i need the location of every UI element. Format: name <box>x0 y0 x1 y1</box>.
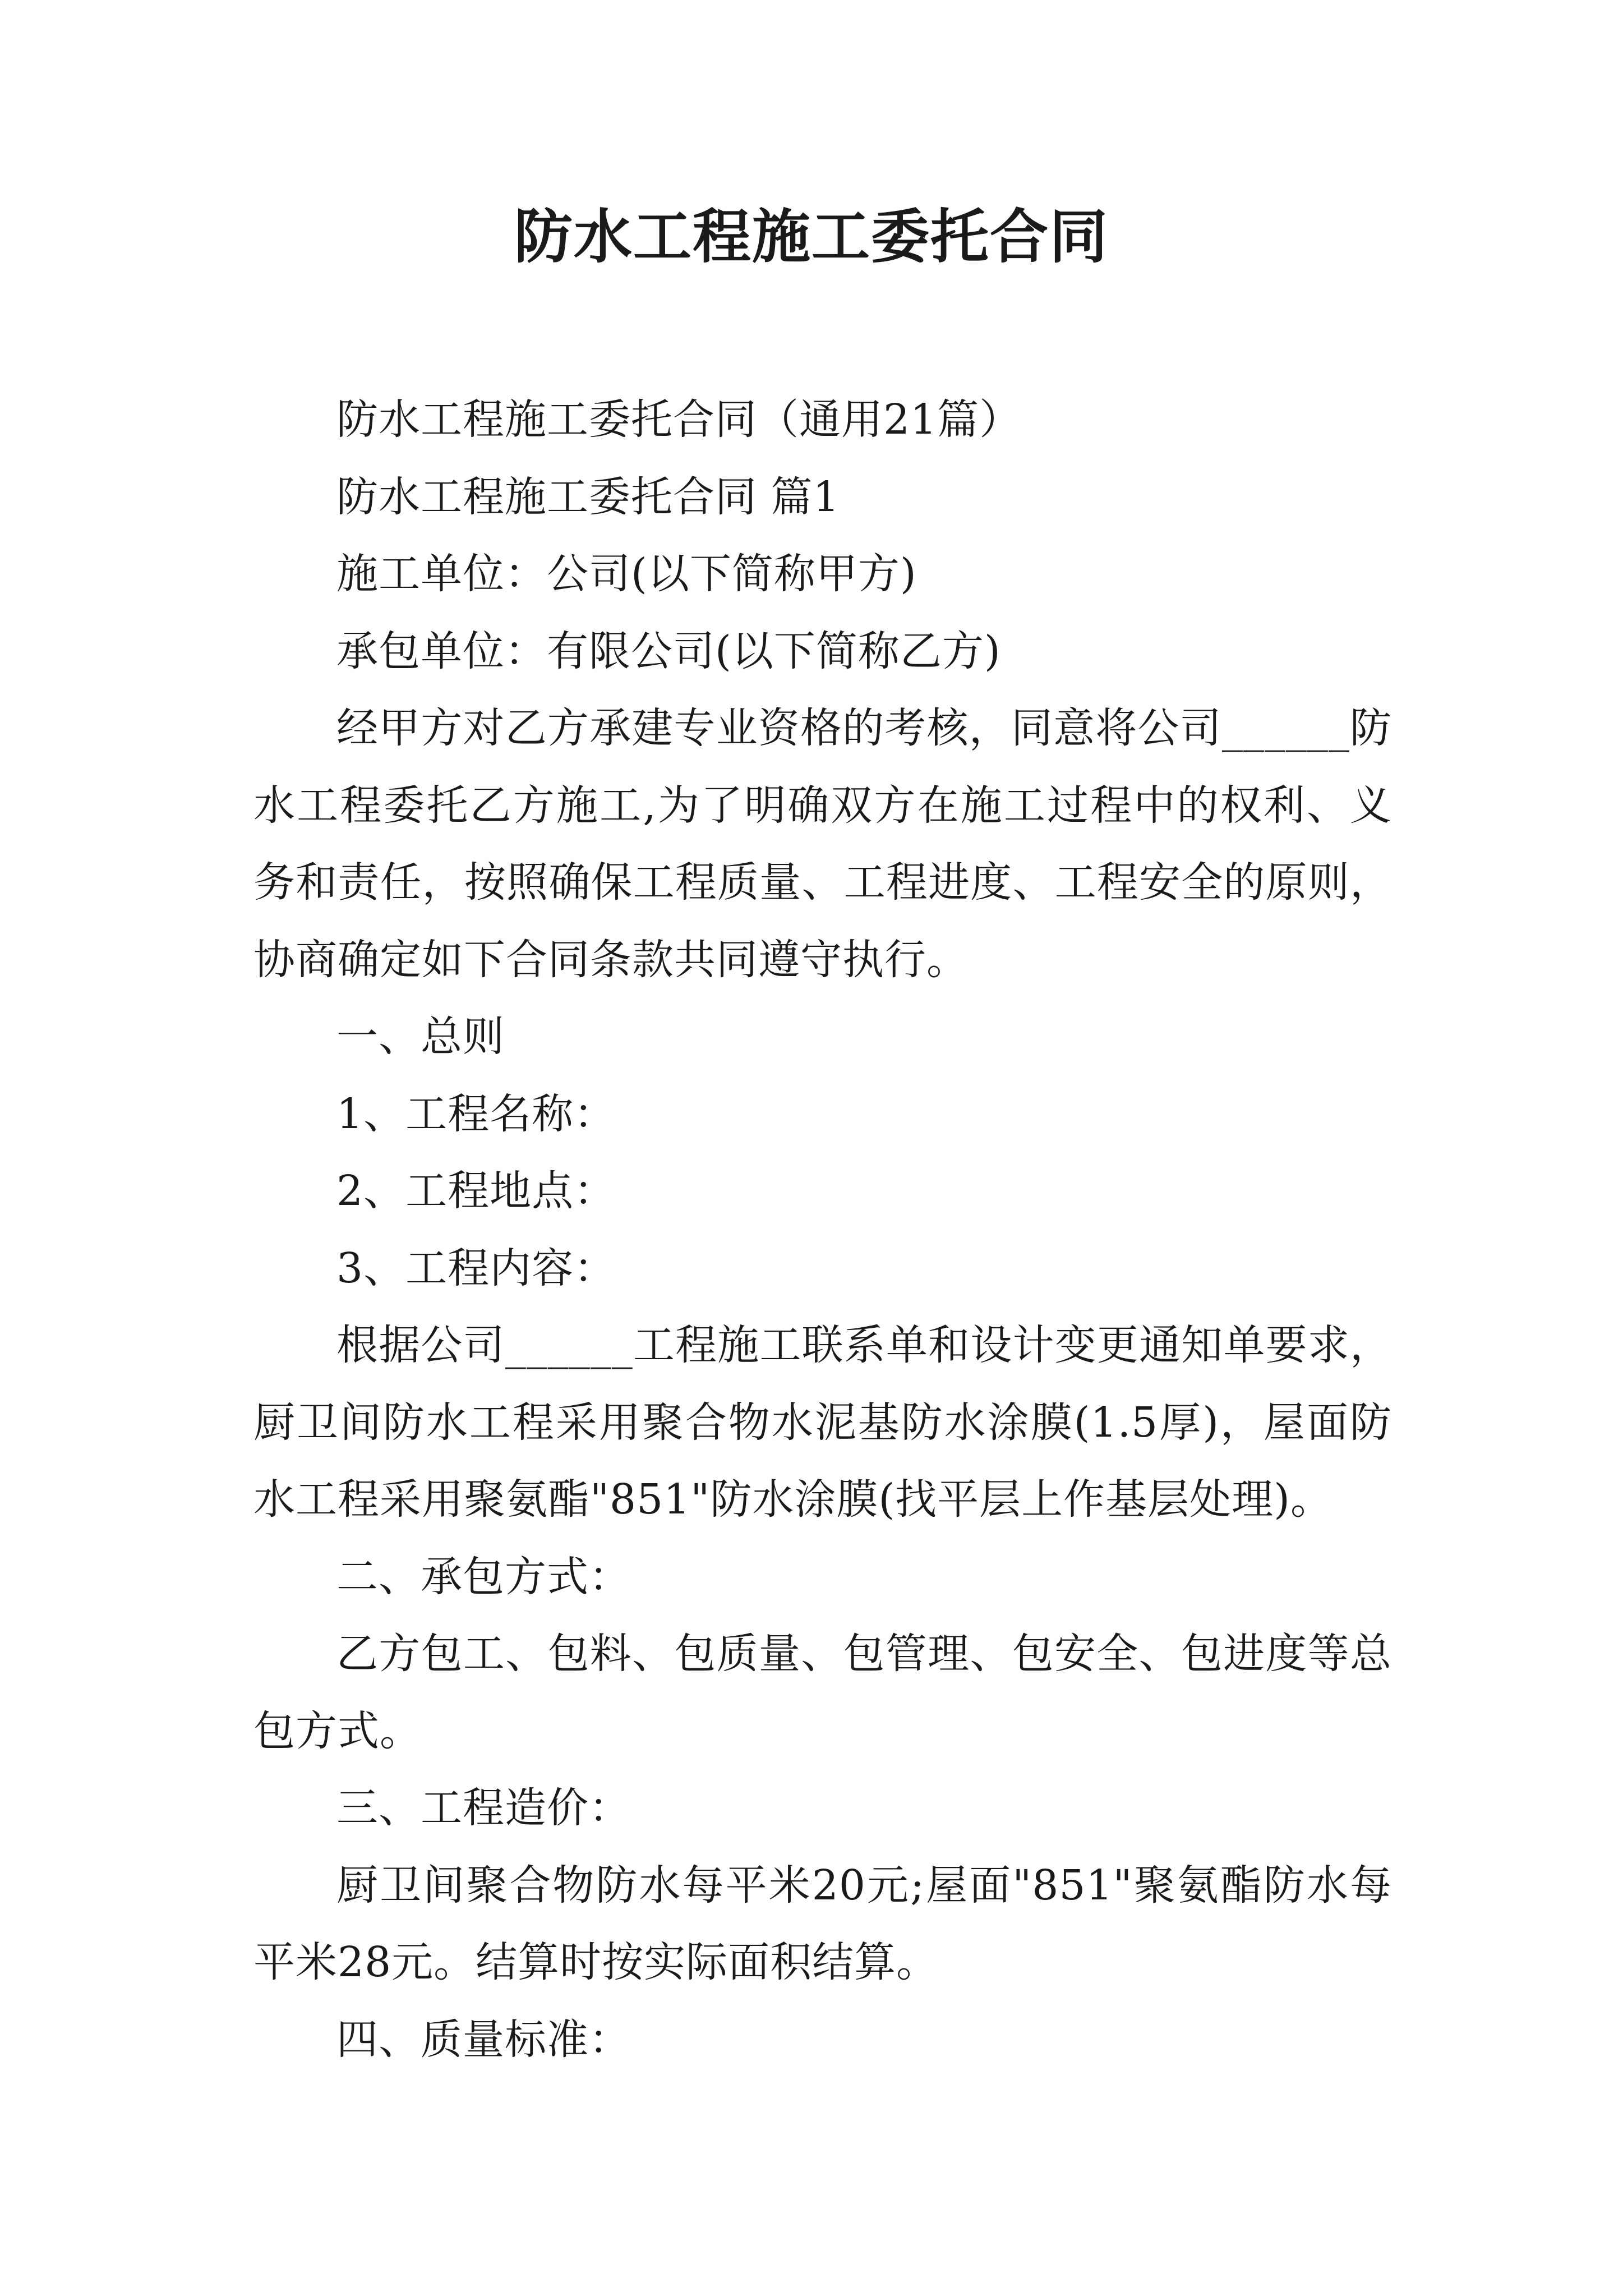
cost-paragraph: 厨卫间聚合物防水每平米20元;屋面"851"聚氨酯防水每平米28元。结算时按实际面积结算。 <box>253 1861 1392 1986</box>
clause-heading-cost: 三、工程造价： <box>336 1784 631 1832</box>
project-location-line: 2、工程地点： <box>336 1167 616 1215</box>
project-content-line: 3、工程内容： <box>336 1244 616 1292</box>
document-body <box>253 381 1392 2078</box>
preamble-paragraph: 经甲方对乙方承建专业资格的考核，同意将公司______防水工程委托乙方施工,为了明确双方在施工过程中的权利、义务和责任，按照确保工程质量、工程进度、工程安全的原则，协商确定如下合同条款共同遵守执行。 <box>253 704 1392 984</box>
project-name-line: 1、工程名称： <box>336 1089 616 1138</box>
party-a-line: 施工单位：公司(以下简称甲方) <box>336 550 917 598</box>
project-content-paragraph: 根据公司______工程施工联系单和设计变更通知单要求，厨卫间防水工程采用聚合物水泥基防水涂膜(1.5厚)，屋面防水工程采用聚氨酯"851"防水涂膜(找平层上作基层处理)。 <box>253 1321 1392 1524</box>
party-b-line: 承包单位：有限公司(以下简称乙方) <box>336 627 1001 675</box>
document-title: 防水工程施工委托合同 <box>514 202 1109 271</box>
contract-mode-paragraph: 乙方包工、包料、包质量、包管理、包安全、包进度等总包方式。 <box>253 1630 1392 1755</box>
clause-heading-contract-mode: 二、承包方式： <box>336 1552 631 1601</box>
clause-heading-general: 一、总则 <box>336 1013 505 1061</box>
document-subtitle: 防水工程施工委托合同（通用21篇） <box>336 395 1022 444</box>
section-heading: 防水工程施工委托合同 篇1 <box>336 472 840 521</box>
clause-heading-quality: 四、质量标准： <box>336 2015 631 2064</box>
